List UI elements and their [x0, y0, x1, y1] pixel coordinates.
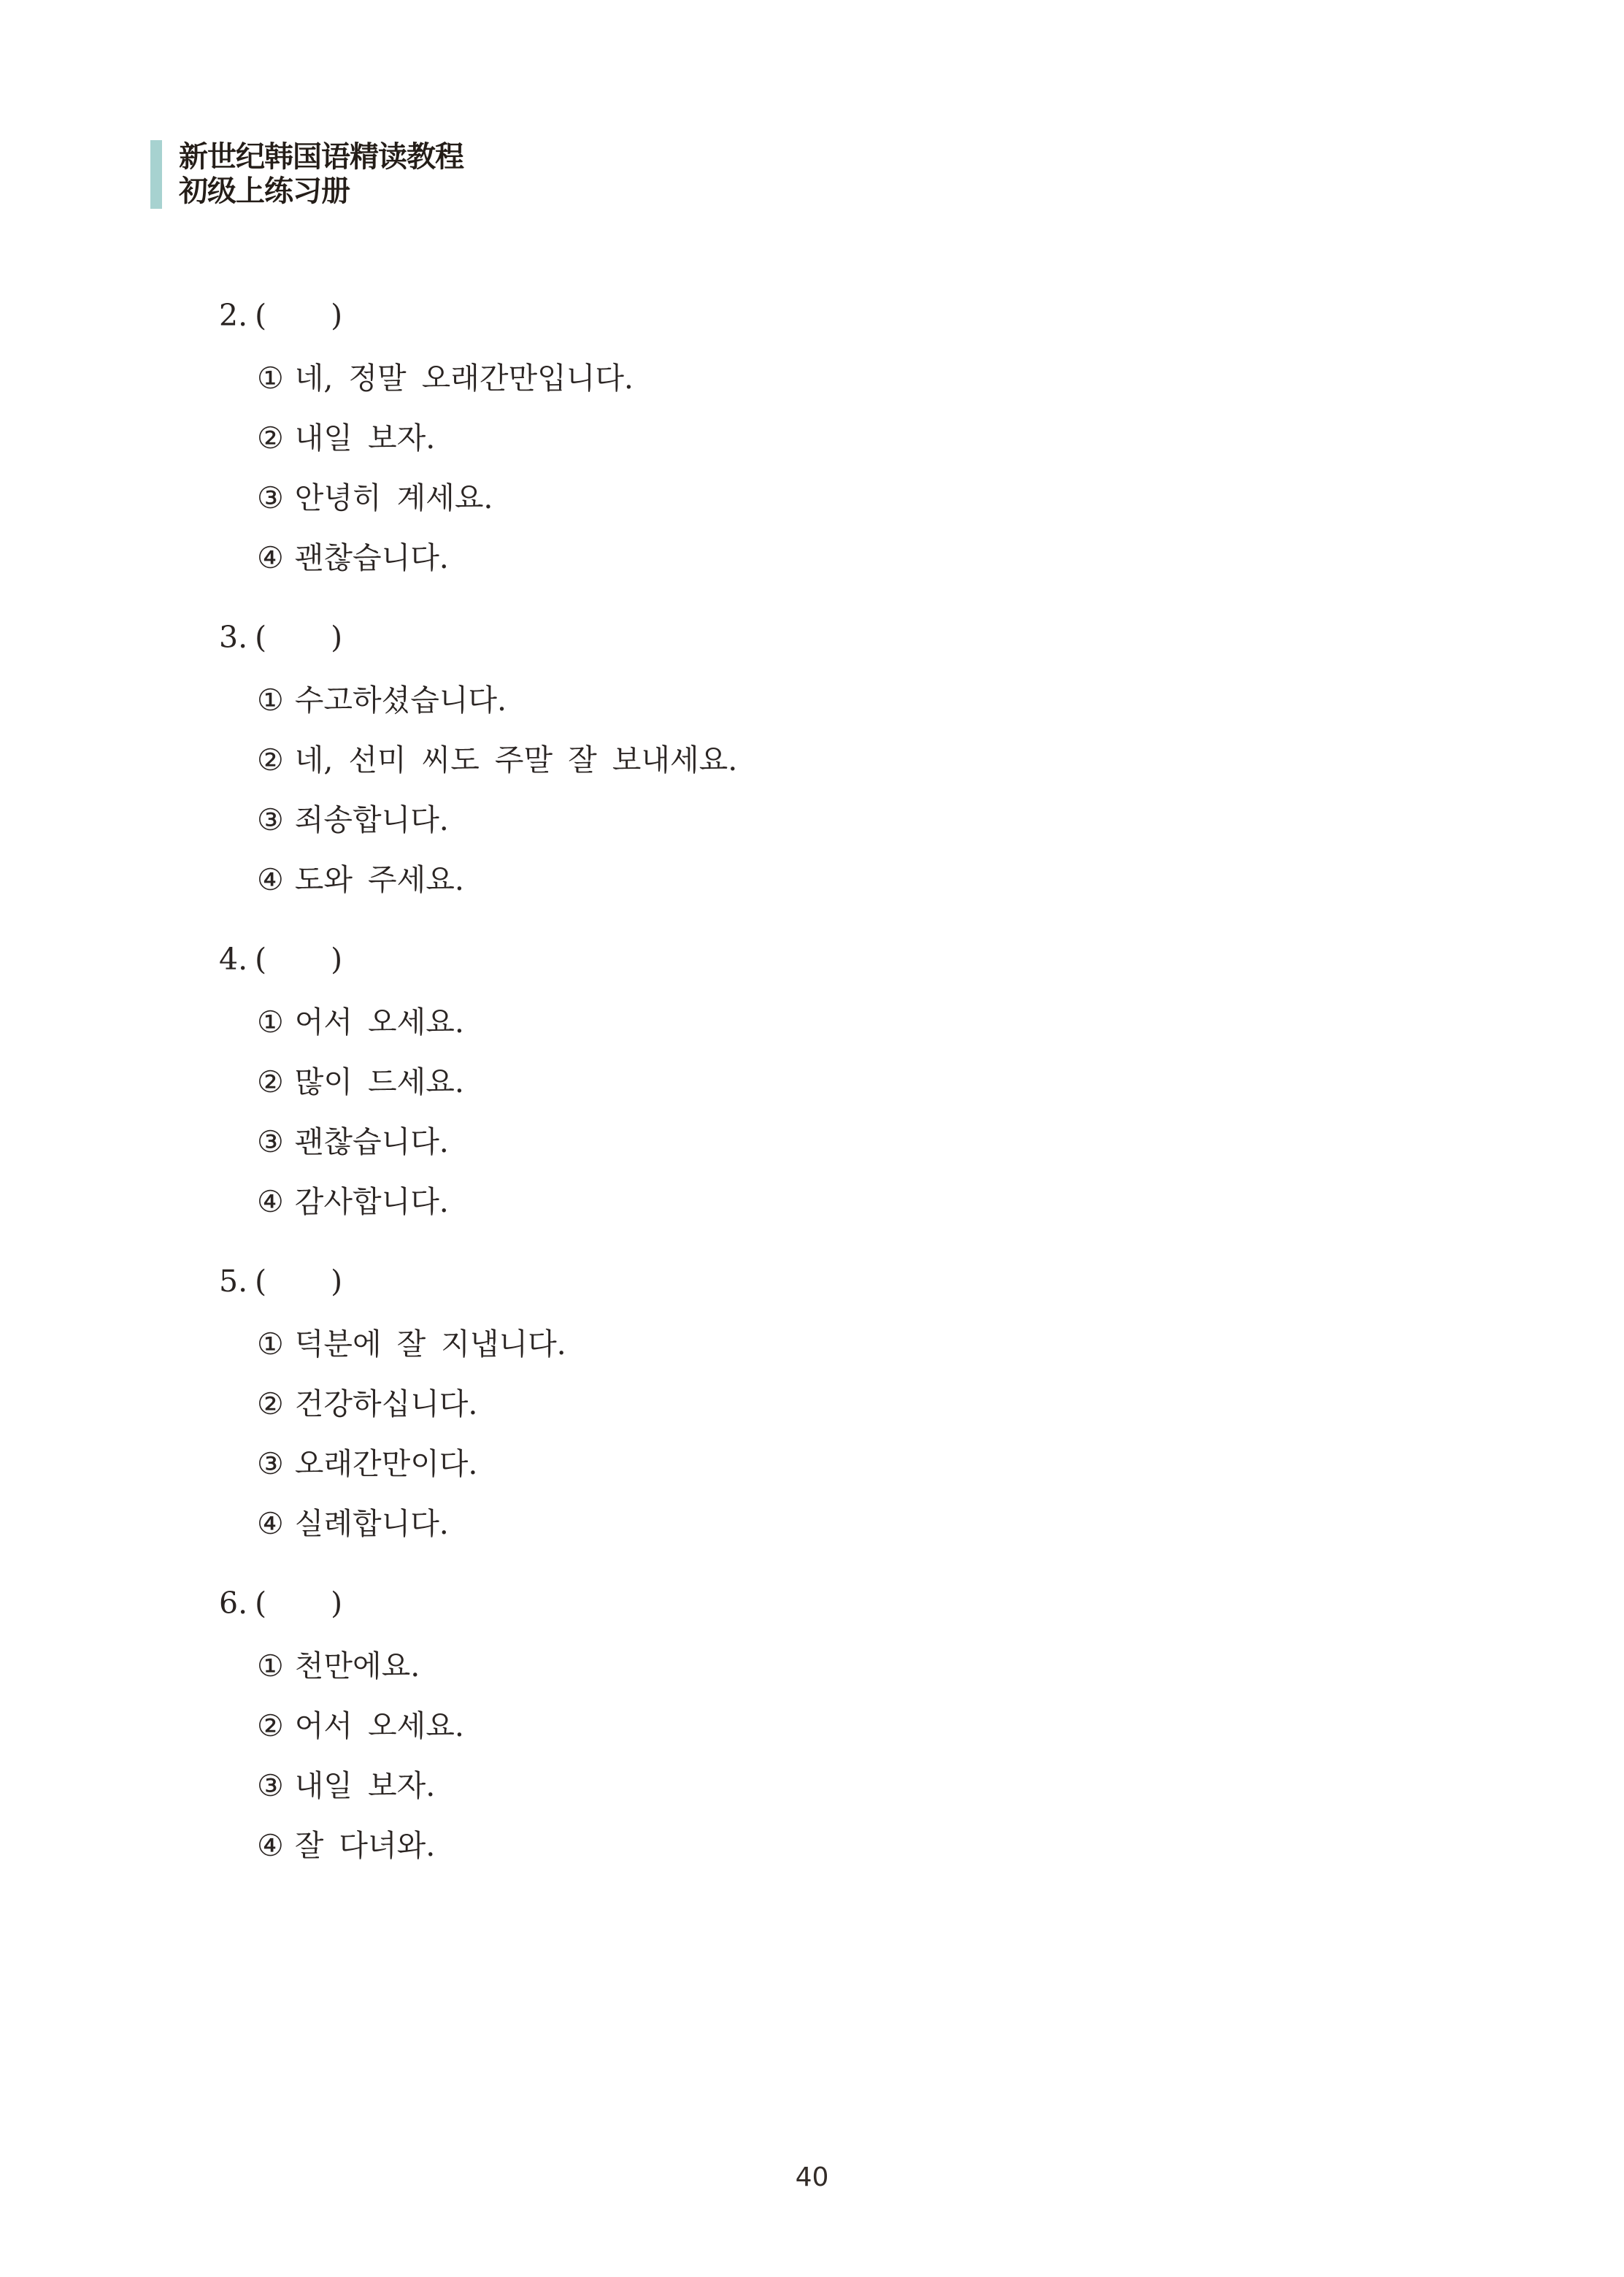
option-text: 어서 오세요.: [294, 1708, 464, 1743]
question-label: [219, 929, 737, 989]
option-marker: ③: [257, 802, 284, 837]
option-row: [219, 670, 737, 730]
answer-blank: ( ): [255, 620, 345, 655]
option-text: 많이 드세요.: [294, 1064, 464, 1099]
option-text: 오래간만이다.: [294, 1446, 478, 1481]
answer-blank: ( ): [255, 1264, 345, 1299]
option-row: [219, 1112, 737, 1172]
option-row: [219, 1052, 737, 1112]
option-marker: ②: [257, 742, 284, 777]
option-marker: ③: [257, 480, 284, 515]
option-marker: ③: [257, 1768, 284, 1803]
option-row: [219, 1816, 737, 1875]
option-row: [219, 1756, 737, 1816]
option-text: 네, 선미 씨도 주말 잘 보내세요.: [294, 742, 738, 777]
header-accent-bar: [150, 140, 162, 209]
question-label: [219, 1573, 737, 1633]
option-marker: ④: [257, 540, 284, 575]
option-marker: ①: [257, 361, 284, 396]
option-marker: ②: [257, 421, 284, 456]
option-text: 건강하십니다.: [294, 1386, 478, 1421]
option-text: 죄송합니다.: [294, 802, 449, 837]
answer-blank: ( ): [255, 942, 345, 977]
option-text: 네, 정말 오래간만입니다.: [294, 361, 634, 396]
question-number: 2.: [219, 298, 248, 333]
option-row: [219, 1434, 737, 1494]
option-marker: ④: [257, 1506, 284, 1541]
answer-blank: ( ): [255, 298, 345, 333]
question-block: [219, 1251, 737, 1554]
option-row: [219, 528, 737, 588]
option-marker: ④: [257, 1184, 284, 1219]
option-row: [219, 992, 737, 1052]
option-text: 덕분에 잘 지냅니다.: [294, 1326, 566, 1362]
option-text: 괜찮습니다.: [294, 540, 449, 575]
question-label: [219, 285, 737, 345]
option-row: [219, 1636, 737, 1696]
page-number: 40: [795, 2162, 829, 2192]
option-row: [219, 1374, 737, 1434]
option-text: 어서 오세요.: [294, 1005, 464, 1040]
book-title-line1: 新世纪韩国语精读教程: [179, 141, 463, 173]
option-text: 괜찮습니다.: [294, 1124, 449, 1159]
option-text: 안녕히 계세요.: [294, 480, 493, 515]
option-row: [219, 1696, 737, 1756]
option-row: [219, 850, 737, 910]
option-row: [219, 1172, 737, 1232]
chapter-header: [150, 140, 463, 209]
option-marker: ③: [257, 1124, 284, 1159]
option-marker: ①: [257, 1326, 284, 1362]
question-number: 4.: [219, 942, 248, 977]
question-block: [219, 607, 737, 910]
book-title-line2: 初级上练习册: [179, 175, 350, 207]
option-row: [219, 730, 737, 790]
option-text: 천만에요.: [294, 1648, 420, 1683]
option-row: [219, 790, 737, 850]
option-text: 실례합니다.: [294, 1506, 449, 1541]
option-marker: ②: [257, 1708, 284, 1743]
option-text: 도와 주세요.: [294, 862, 464, 897]
option-marker: ②: [257, 1064, 284, 1099]
option-marker: ③: [257, 1446, 284, 1481]
answer-blank: ( ): [255, 1586, 345, 1621]
option-row: [219, 468, 737, 528]
question-block: [219, 929, 737, 1232]
option-marker: ②: [257, 1386, 284, 1421]
option-marker: ①: [257, 1005, 284, 1040]
option-text: 잘 다녀와.: [294, 1828, 436, 1863]
option-text: 수고하셨습니다.: [294, 683, 507, 718]
question-block: [219, 285, 737, 588]
option-marker: ①: [257, 1648, 284, 1683]
option-marker: ④: [257, 862, 284, 897]
question-number: 3.: [219, 620, 248, 655]
option-row: [219, 1494, 737, 1554]
option-marker: ④: [257, 1828, 284, 1863]
option-row: [219, 1314, 737, 1374]
option-row: [219, 348, 737, 408]
question-label: [219, 607, 737, 667]
question-number: 5.: [219, 1264, 248, 1299]
book-title: [179, 140, 463, 209]
question-block: [219, 1573, 737, 1875]
option-marker: ①: [257, 683, 284, 718]
question-label: [219, 1251, 737, 1311]
option-text: 내일 보자.: [294, 1768, 436, 1803]
question-list: [219, 285, 737, 1895]
question-number: 6.: [219, 1586, 248, 1621]
option-text: 감사합니다.: [294, 1184, 449, 1219]
option-row: [219, 408, 737, 468]
option-text: 내일 보자.: [294, 421, 436, 456]
